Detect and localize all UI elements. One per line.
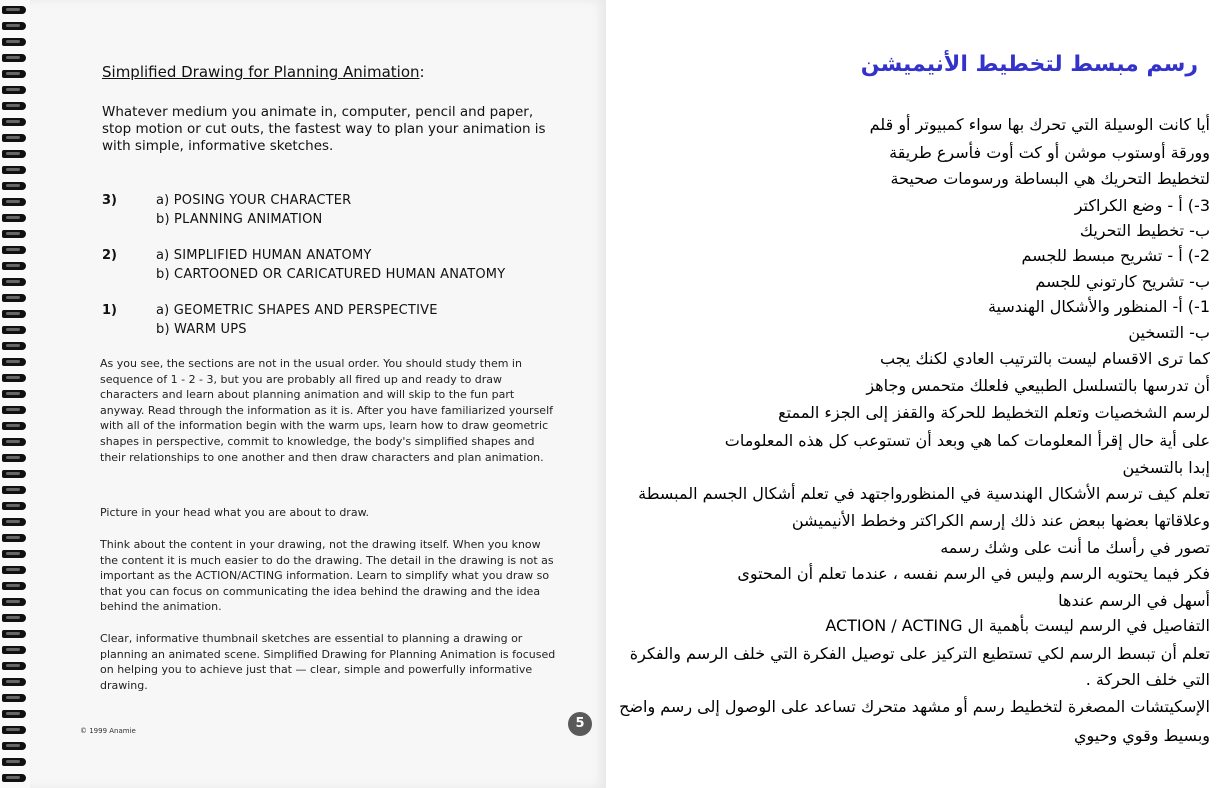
- binding-coil: [2, 278, 26, 286]
- binding-coil: [2, 118, 26, 126]
- binding-coil: [2, 566, 26, 574]
- binding-coil: [2, 710, 26, 718]
- body-paragraph: Think about the content in your drawing, not the drawing itself. When you know the content it is much easier to do the drawing. The detail in the drawing is not as important as the ACTION/ACTING information. Learn to simplify what you draw so that you can focus on communicating the idea behind the drawing and the idea behind the animation.: [100, 538, 554, 614]
- binding-coil: [2, 38, 26, 46]
- binding-coil: [2, 230, 26, 238]
- binding-coil: [2, 774, 26, 782]
- binding-coil: [2, 742, 26, 750]
- binding-coil: [2, 22, 26, 30]
- section-item: b) PLANNING ANIMATION: [156, 212, 323, 227]
- binding-coil: [2, 678, 26, 686]
- right-page: [606, 0, 1224, 788]
- binding-coil: [2, 102, 26, 110]
- left-page: [30, 0, 608, 788]
- binding-coil: [2, 182, 26, 190]
- section-item: b) WARM UPS: [156, 322, 247, 337]
- binding-coil: [2, 518, 26, 526]
- binding-coil: [2, 214, 26, 222]
- arabic-line: التي خلف الحركة .: [1085, 670, 1210, 689]
- binding-coil: [2, 406, 26, 414]
- binding-coil: [2, 358, 26, 366]
- arabic-line: ب- تخطيط التحريك: [1079, 221, 1210, 240]
- binding-coil: [2, 502, 26, 510]
- binding-coil: [2, 6, 26, 14]
- binding-coil: [2, 598, 26, 606]
- binding-coil: [2, 726, 26, 734]
- binding-coil: [2, 454, 26, 462]
- arabic-line: لرسم الشخصيات وتعلم التخطيط للحركة والقفز إلى الجزء الممتع: [778, 403, 1210, 422]
- section-item: a) POSING YOUR CHARACTER: [156, 193, 352, 208]
- arabic-line: ب- التسخين: [1128, 323, 1210, 342]
- binding-coil: [2, 438, 26, 446]
- arabic-line: تعلم كيف ترسم الأشكال الهندسية في المنظورواجتهد في تعلم أشكال الجسم المبسطة: [638, 484, 1210, 503]
- arabic-line: 2-) أ - تشريح مبسط للجسم: [1021, 246, 1210, 265]
- copyright-notice: © 1999 Anamie: [80, 727, 136, 735]
- binding-coil: [2, 486, 26, 494]
- binding-coil: [2, 470, 26, 478]
- binding-coil: [2, 86, 26, 94]
- arabic-line: وورقة أوستوب موشن أو كت أوت فأسرع طريقة: [889, 143, 1210, 162]
- arabic-line: ب- تشريح كارتوني للجسم: [1035, 272, 1210, 291]
- binding-coil: [2, 326, 26, 334]
- binding-coil: [2, 342, 26, 350]
- binding-coil: [2, 758, 26, 766]
- binding-coil: [2, 630, 26, 638]
- binding-coil: [2, 262, 26, 270]
- page-number-badge: 5: [568, 712, 592, 736]
- arabic-line: كما ترى الاقسام ليست بالترتيب العادي لكنك يجب: [879, 349, 1210, 368]
- body-paragraph: Picture in your head what you are about to draw.: [100, 506, 370, 519]
- binding-coil: [2, 646, 26, 654]
- arabic-line: 1-) أ- المنظور والأشكال الهندسية: [987, 297, 1210, 316]
- binding-coil: [2, 422, 26, 430]
- binding-coil: [2, 198, 26, 206]
- arabic-title: رسم مبسط لتخطيط الأنيميشن: [860, 52, 1198, 77]
- arabic-line: فكر فيما يحتويه الرسم وليس في الرسم نفسه ، عندما تعلم أن المحتوى: [737, 564, 1210, 583]
- binding-coil: [2, 550, 26, 558]
- binding-coil: [2, 70, 26, 78]
- arabic-line: تعلم أن تبسط الرسم لكي تستطيع التركيز على توصيل الفكرة التي خلف الرسم والفكرة: [629, 644, 1210, 663]
- binding-coil: [2, 390, 26, 398]
- binding-coil: [2, 534, 26, 542]
- arabic-line: تصور في رأسك ما أنت على وشك رسمه: [940, 538, 1210, 557]
- arabic-line: لتخطيط التحريك هي البساطة ورسومات صحيحة: [890, 169, 1210, 188]
- intro-paragraph: Whatever medium you animate in, computer, pencil and paper, stop motion or cut outs, the fastest way to plan your animation is with simple, informative sketches.: [102, 104, 546, 154]
- page-title-text: Simplified Drawing for Planning Animation: [102, 63, 420, 81]
- arabic-line: أسهل في الرسم عندها: [1058, 591, 1210, 610]
- binding-coil: [2, 246, 26, 254]
- arabic-line: وعلاقاتها بعضها ببعض عند ذلك إرسم الكراكتر وخطط الأنيميشن: [791, 511, 1210, 530]
- binding-coil: [2, 582, 26, 590]
- arabic-line: وبسيط وقوي وحيوي: [1073, 726, 1210, 745]
- page-title: [102, 63, 425, 81]
- section-item: a) SIMPLIFIED HUMAN ANATOMY: [156, 248, 372, 263]
- arabic-line: على أية حال إقرأ المعلومات كما هي وبعد أن تستوعب كل هذه المعلومات: [724, 431, 1210, 450]
- binding-coil: [2, 374, 26, 382]
- page-title-colon: :: [419, 63, 425, 81]
- binding-coil: [2, 310, 26, 318]
- arabic-line: إبدا بالتسخين: [1122, 458, 1210, 477]
- binding-coil: [2, 294, 26, 302]
- arabic-line: أن تدرسها بالتسلسل الطبيعي فلعلك متحمس وجاهز: [866, 376, 1210, 395]
- binding-coil: [2, 150, 26, 158]
- spiral-binding: [0, 0, 30, 788]
- binding-coil: [2, 694, 26, 702]
- binding-coil: [2, 662, 26, 670]
- arabic-line: التفاصيل في الرسم ليست بأهمية ال ACTION / ACTING: [825, 616, 1210, 635]
- section-item: a) GEOMETRIC SHAPES AND PERSPECTIVE: [156, 303, 438, 318]
- arabic-line: الإسكيتشات المصغرة لتخطيط رسم أو مشهد متحرك تساعد على الوصول إلى رسم واضح: [619, 697, 1210, 716]
- section-item: b) CARTOONED OR CARICATURED HUMAN ANATOMY: [156, 267, 506, 282]
- binding-coil: [2, 166, 26, 174]
- section-number: 3): [102, 193, 117, 208]
- section-number: 1): [102, 303, 117, 318]
- body-paragraph: As you see, the sections are not in the usual order. You should study them in sequence of 1 - 2 - 3, but you are probably all fired up and ready to draw characters and learn about planning animation and will skip to the fun part anyway. Read through the information as it is. After you have familiarized yourself with all of the information begin with the warm ups, learn how to draw geometric shapes in perspective, commit to knowledge, the body's simplified shapes and their relationships to one another and then draw characters and plan animation.: [100, 357, 553, 464]
- binding-coil: [2, 54, 26, 62]
- arabic-line: 3-) أ - وضع الكراكتر: [1074, 196, 1210, 215]
- body-paragraph: Clear, informative thumbnail sketches are essential to planning a drawing or planning an animated scene. Simplified Drawing for Planning Animation is focused on helping you to achieve just that — clear, simple and powerfully informative drawing.: [100, 632, 556, 692]
- section-number: 2): [102, 248, 117, 263]
- binding-coil: [2, 614, 26, 622]
- arabic-line: أيا كانت الوسيلة التي تحرك بها سواء كمبيوتر أو قلم: [869, 115, 1210, 134]
- binding-coil: [2, 134, 26, 142]
